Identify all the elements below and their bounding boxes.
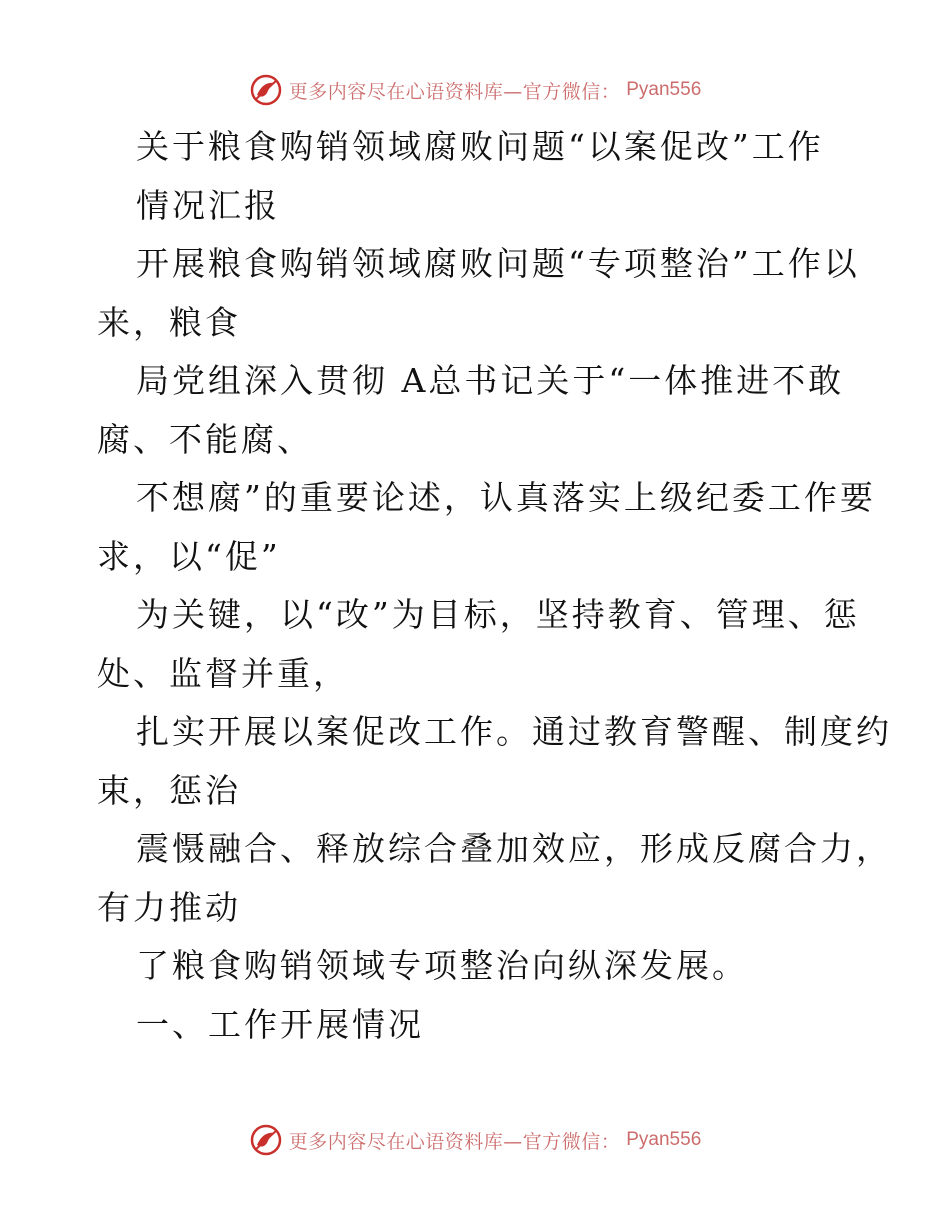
footer-watermark — [0, 1120, 950, 1160]
text-line: 有力推动 — [97, 887, 241, 927]
watermark-logo-icon — [249, 1123, 283, 1157]
text-line: 局党组深入贯彻 A总书记关于“一体推进不敢 — [136, 361, 845, 400]
watermark-wechat-id: Pyan556 — [626, 79, 702, 100]
text-line: 腐、不能腐、 — [97, 419, 313, 459]
text-line: 扎实开展以案促改工作。通过教育警醒、制度约 — [136, 712, 892, 751]
text-line: 震慑融合、释放综合叠加效应，形成反腐合力， — [136, 829, 892, 868]
text-line: 求，以“促” — [97, 536, 281, 576]
document-body — [97, 118, 892, 1054]
text-line: 了粮食购销领域专项整治向纵深发展。 — [136, 946, 748, 985]
watermark-text: 更多内容尽在心语资料库—官方微信： — [288, 1130, 621, 1153]
text-line: 处、监督并重， — [97, 653, 349, 693]
text-line: 不想腐”的重要论述，认真落实上级纪委工作要 — [136, 478, 876, 517]
watermark-wechat-id: Pyan556 — [626, 1129, 702, 1150]
watermark-text: 更多内容尽在心语资料库—官方微信： — [288, 80, 621, 103]
text-line: 束，惩治 — [97, 770, 241, 810]
header-watermark — [0, 70, 950, 110]
text-line: 关于粮食购销领域腐败问题“以案促改”工作 — [136, 127, 824, 166]
text-line: 来，粮食 — [97, 302, 241, 342]
watermark-logo-icon — [249, 73, 283, 107]
text-line: 为关键，以“改”为目标，坚持教育、管理、惩 — [136, 595, 860, 634]
text-line: 一、工作开展情况 — [136, 1004, 424, 1044]
text-line: 情况汇报 — [136, 185, 280, 225]
text-line: 开展粮食购销领域腐败问题“专项整治”工作以 — [136, 244, 860, 283]
